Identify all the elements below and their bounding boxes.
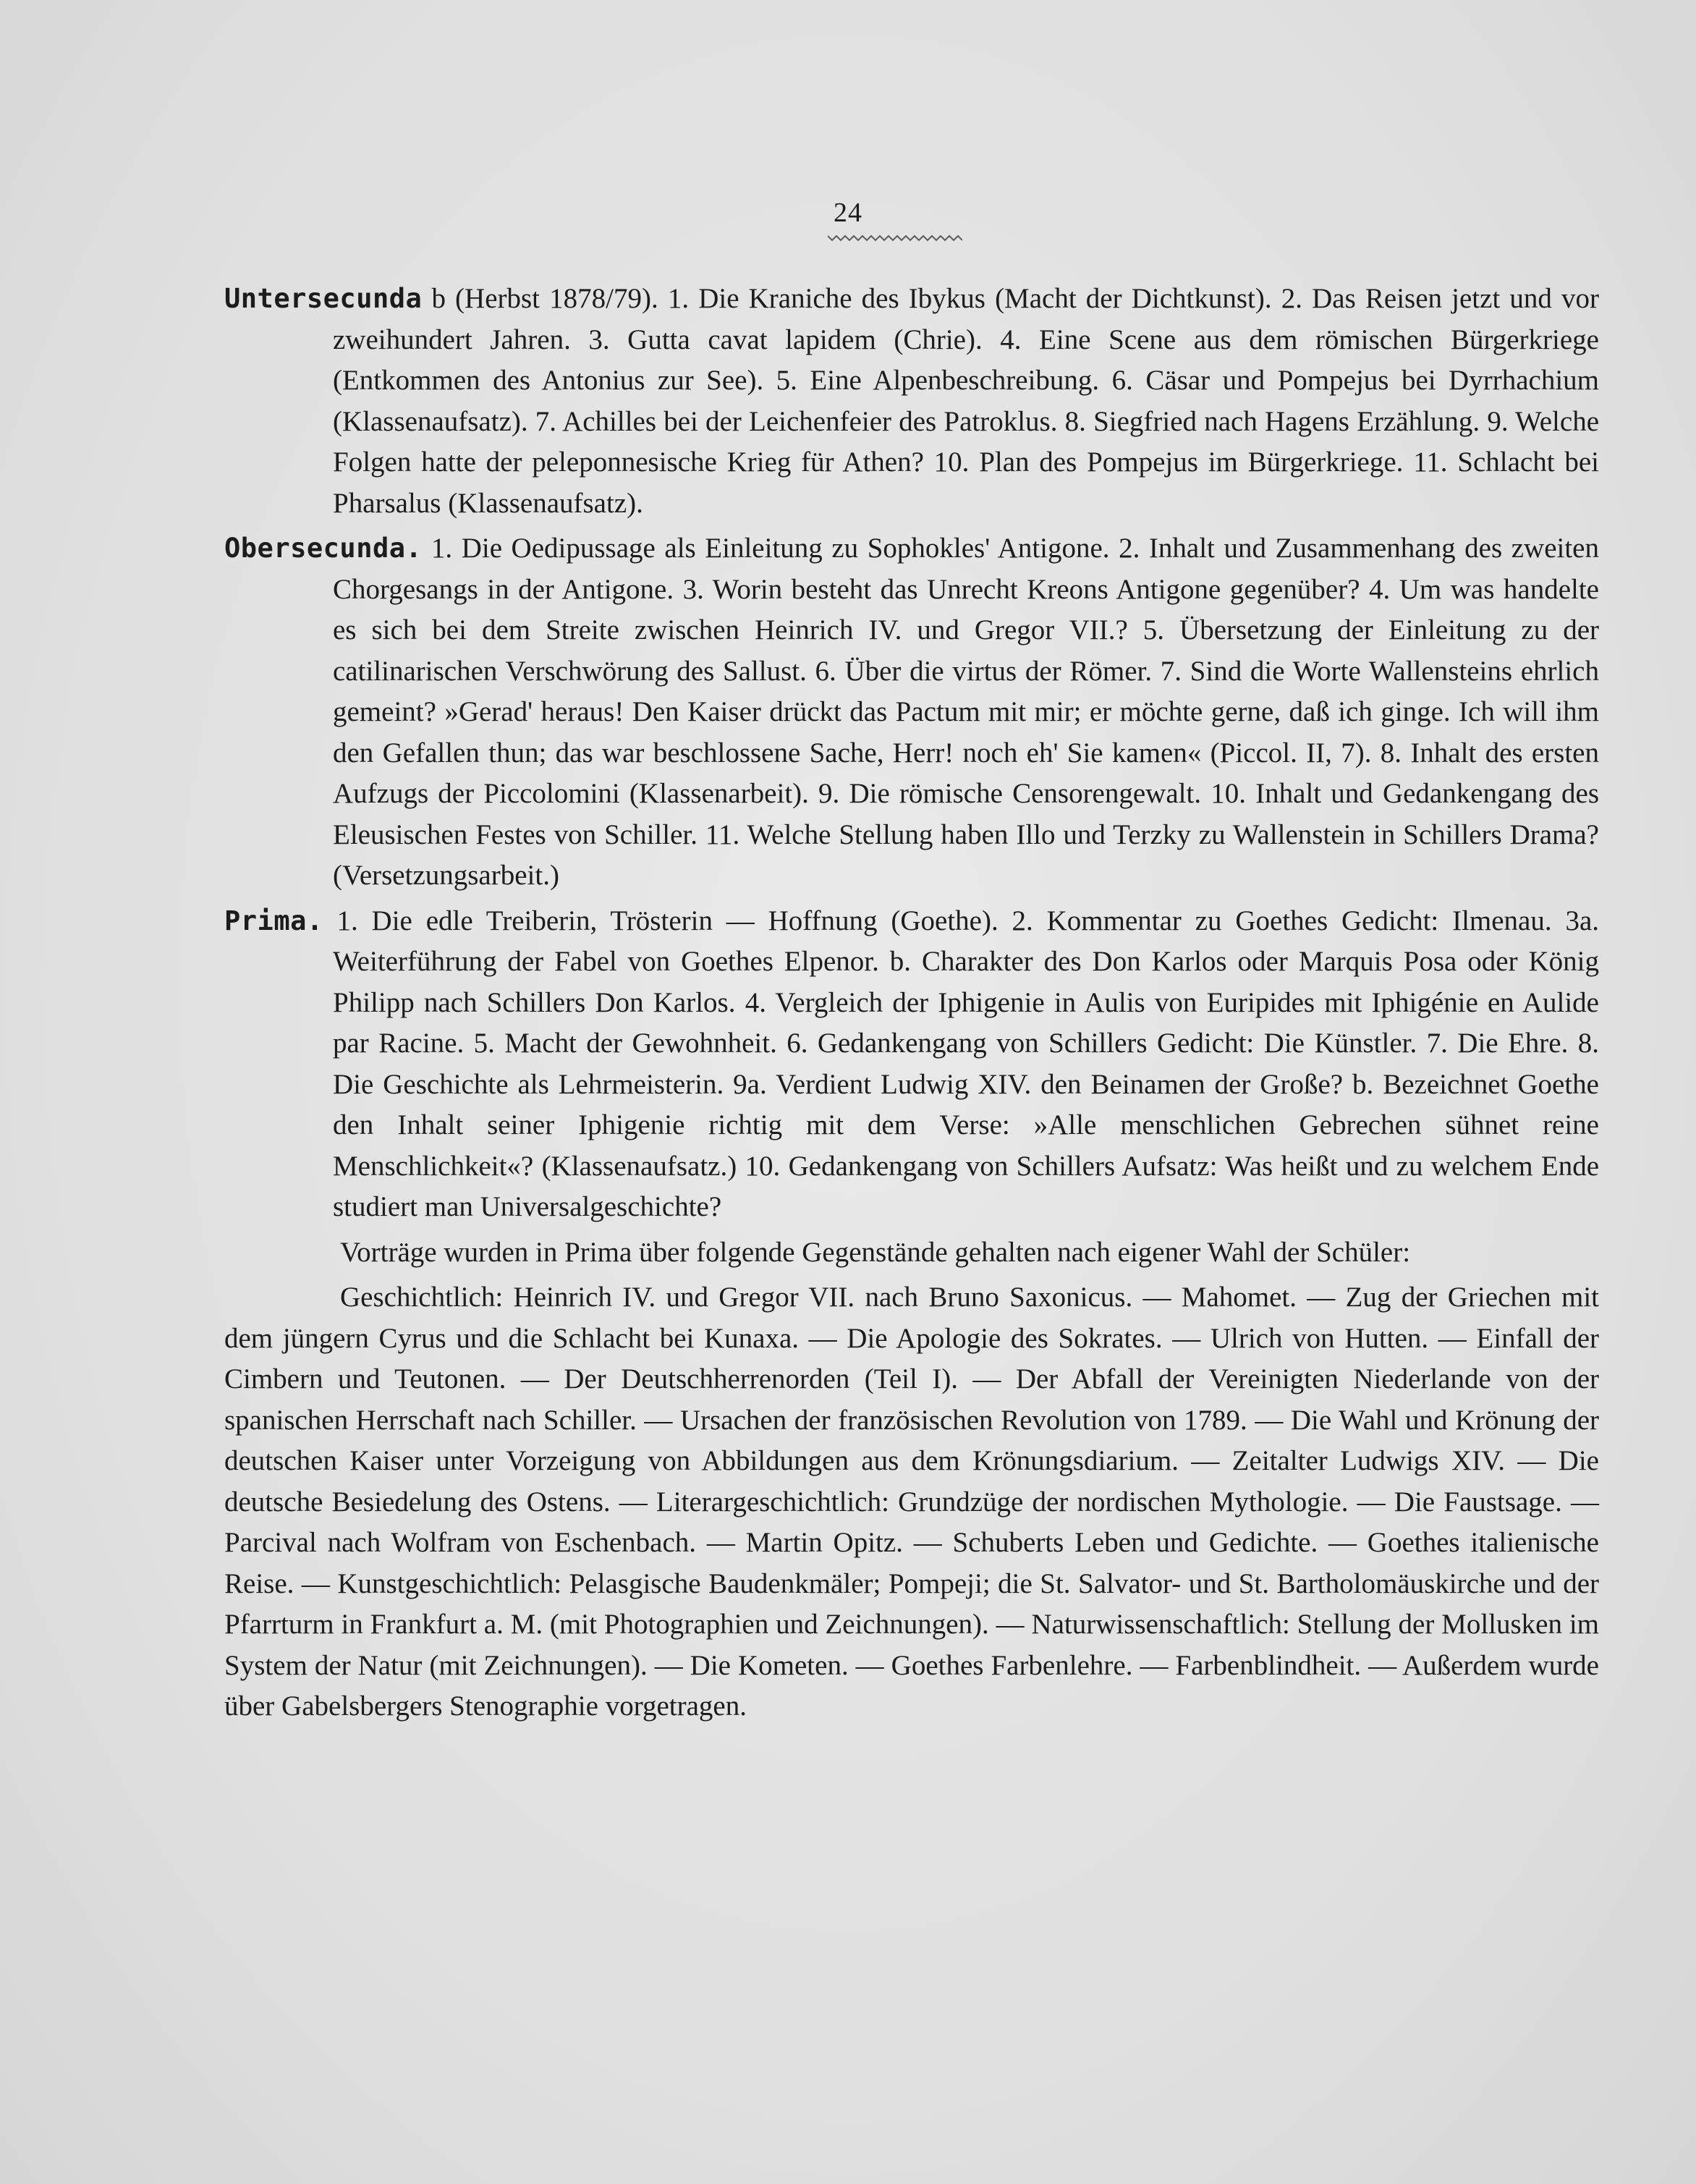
- section-prima: [224, 901, 1599, 1228]
- page-number-ornament: [828, 233, 962, 243]
- section-heading: Obersecunda.: [224, 533, 423, 564]
- section-text: 1. Die edle Treiberin, Trösterin — Hoffnung (Goethe). 2. Kommentar zu Goethes Gedicht: Ilmenau. 3a. Weiterführung der Fabel von Goethes Elpenor. b. Charakter des Don Karlos oder Marquis Posa oder König Philipp nach Schillers Don Karlos. 4. Vergleich der Iphigenie in Aulis von Euripides mit Iphigénie en Aulide par Racine. 5. Macht der Gewohnheit. 6. Gedankengang von Schillers Gedicht: Die Künstler. 7. Die Ehre. 8. Die Geschichte als Lehrmeisterin. 9a. Verdient Ludwig XIV. den Beinamen der Große? b. Bezeichnet Goethe den Inhalt seiner Iphigenie richtig mit dem Verse: »Alle menschlichen Gebrechen sühnet reine Menschlichkeit«? (Klassenaufsatz.) 10. Gedankengang von Schillers Aufsatz: Was heißt und zu welchem Ende studiert man Universalgeschichte?: [333, 905, 1600, 1222]
- section-heading: Prima.: [224, 905, 323, 936]
- section-heading: Untersecunda: [224, 283, 423, 314]
- page-number: 24: [834, 198, 862, 228]
- vortraege-intro: Vorträge wurden in Prima über folgende Gegenstände gehalten nach eigener Wahl der Schüler:: [340, 1236, 1411, 1268]
- section-text: 1. Die Oedipussage als Einleitung zu Sophokles' Antigone. 2. Inhalt und Zusammenhang des zweiten Chorgesangs in der Antigone. 3. Worin besteht das Unrecht Kreons Antigone gegenüber? 4. Um was handelte es sich bei dem Streite zwischen Heinrich IV. und Gregor VII.? 5. Übersetzung der Einleitung zu der catilinarischen Verschwörung des Sallust. 6. Über die virtus der Römer. 7. Sind die Worte Wallensteins ehrlich gemeint? »Gerad' heraus! Den Kaiser drückt das Pactum mit mir; er möchte gerne, daß ich ginge. Ich will ihm den Gefallen thun; das war beschlossene Sache, Herr! noch eh' Sie kamen« (Piccol. II, 7). 8. Inhalt des ersten Aufzugs der Piccolomini (Klassenarbeit). 9. Die römische Censorengewalt. 10. Inhalt und Gedankengang des Eleusischen Festes von Schiller. 11. Welche Stellung haben Illo und Terzky zu Wallenstein in Schillers Drama? (Versetzungsarbeit.): [333, 533, 1599, 891]
- section-untersecunda: [224, 279, 1599, 524]
- section-text: b (Herbst 1878/79). 1. Die Kraniche des Ibykus (Macht der Dichtkunst). 2. Das Reisen jetzt und vor zweihundert Jahren. 3. Gutta cavat lapidem (Chrie). 4. Eine Scene aus dem römischen Bürgerkriege (Entkommen des Antonius zur See). 5. Eine Alpenbeschreibung. 6. Cäsar und Pompejus bei Dyrrhachium (Klassenaufsatz). 7. Achilles bei der Leichenfeier des Patroklus. 8. Siegfried nach Hagens Erzählung. 9. Welche Folgen hatte der peleponnesische Krieg für Athen? 10. Plan des Pompejus im Bürgerkriege. 11. Schlacht bei Pharsalus (Klassenaufsatz).: [333, 283, 1600, 519]
- vortraege-body: Geschichtlich: Heinrich IV. und Gregor VII. nach Bruno Saxonicus. — Mahomet. — Zug der Griechen mit dem jüngern Cyrus und die Schlacht bei Kunaxa. — Die Apologie des Sokrates. — Ulrich von Hutten. — Einfall der Cimbern und Teutonen. — Der Deutschherrenorden (Teil I). — Der Abfall der Vereinigten Niederlande von der spanischen Herrschaft nach Schiller. — Ursachen der französischen Revolution von 1789. — Die Wahl und Krönung der deutschen Kaiser unter Vorzeigung von Abbildungen aus dem Krönungsdiarium. — Zeitalter Ludwigs XIV. — Die deutsche Besiedelung des Ostens. — Literargeschichtlich: Grundzüge der nordischen Mythologie. — Die Faustsage. — Parcival nach Wolfram von Eschenbach. — Martin Opitz. — Schuberts Leben und Gedichte. — Goethes italienische Reise. — Kunstgeschichtlich: Pelasgische Baudenkmäler; Pompeji; die St. Salvator- und St. Bartholomäuskirche und der Pfarrturm in Frankfurt a. M. (mit Photographien und Zeichnungen). — Naturwissenschaftlich: Stellung der Mollusken im System der Natur (mit Zeichnungen). — Die Kometen. — Goethes Farbenlehre. — Farbenblindheit. — Außerdem wurde über Gabelsbergers Stenographie vorgetragen.: [224, 1282, 1599, 1722]
- main-text: [224, 279, 1599, 1727]
- section-obersecunda: [224, 528, 1599, 897]
